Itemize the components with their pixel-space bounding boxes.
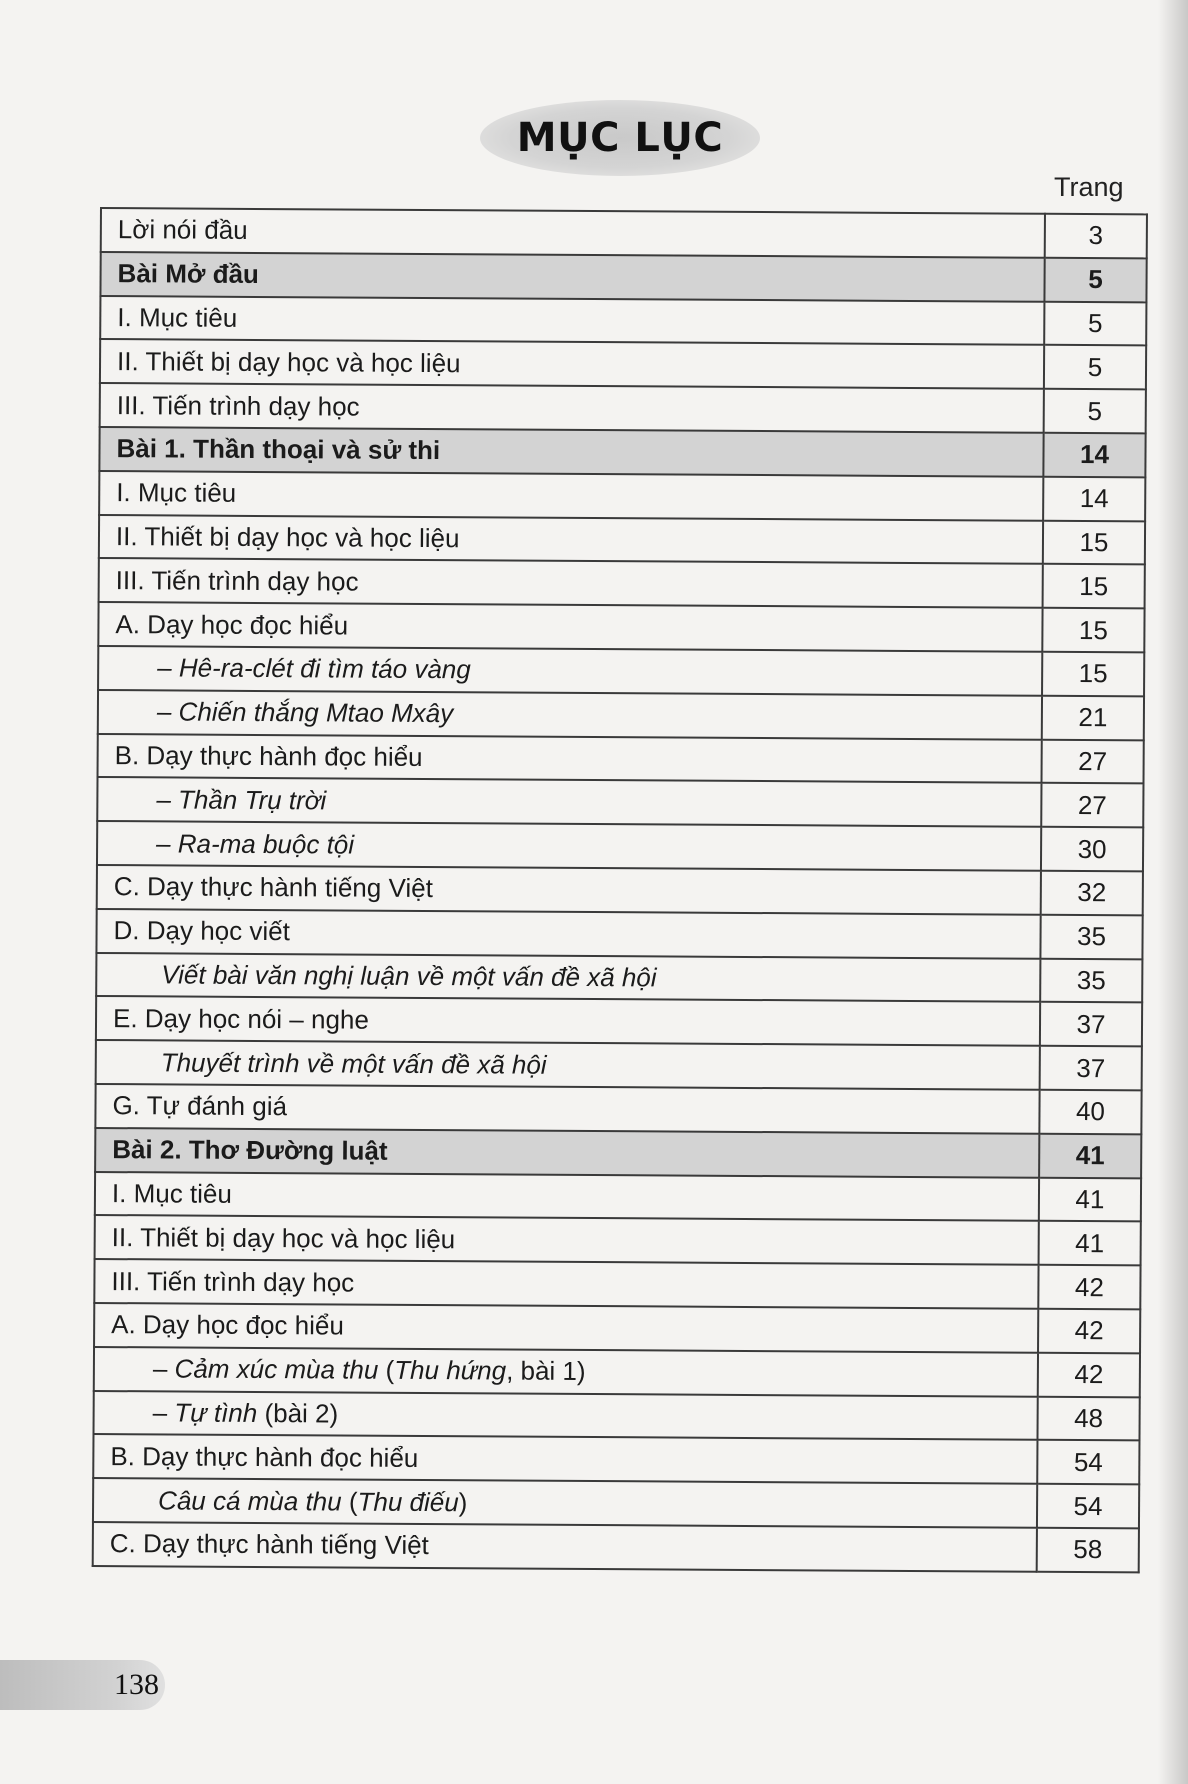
toc-row <box>98 646 1144 696</box>
toc-row <box>99 515 1145 565</box>
table-of-contents <box>92 207 1148 1573</box>
toc-entry-label: Bài Mở đầu <box>100 252 1044 302</box>
toc-entry-page: 5 <box>1044 345 1146 389</box>
toc-entry-label: Thuyết trình về một vấn đề xã hội <box>96 1040 1040 1090</box>
toc-row <box>93 1522 1139 1572</box>
toc-entry-page: 15 <box>1042 652 1144 696</box>
toc-entry-page: 27 <box>1041 783 1143 827</box>
toc-row <box>99 427 1145 477</box>
toc-entry-label: II. Thiết bị dạy học và học liệu <box>99 515 1043 565</box>
toc-entry-page: 42 <box>1038 1352 1140 1396</box>
toc-entry-label-part: , bài 1) <box>506 1355 586 1387</box>
toc-entry-label-part: Cảm xúc mùa thu <box>174 1353 379 1385</box>
toc-row <box>93 1434 1139 1484</box>
toc-row <box>100 383 1146 433</box>
toc-entry-page: 30 <box>1041 827 1143 871</box>
toc-row <box>95 1215 1141 1265</box>
toc-entry-label: B. Dạy thực hành đọc hiểu <box>98 734 1042 784</box>
toc-entry-label <box>94 1390 1038 1440</box>
toc-entry-page: 35 <box>1040 958 1142 1002</box>
toc-row <box>96 996 1142 1046</box>
toc-entry-label-part: – <box>152 1353 175 1384</box>
toc-row <box>97 821 1143 871</box>
toc-entry-page: 21 <box>1042 696 1144 740</box>
toc-entry-label: C. Dạy thực hành tiếng Việt <box>93 1522 1037 1572</box>
toc-entry-label: E. Dạy học nói – nghe <box>96 996 1040 1046</box>
toc-entry-label-part: Câu cá mùa thu <box>158 1484 342 1517</box>
toc-entry-label: III. Tiến trình dạy học <box>94 1259 1038 1309</box>
toc-row <box>100 252 1146 302</box>
page-number: 138 <box>114 1668 159 1701</box>
toc-entry-page: 3 <box>1045 214 1147 258</box>
toc-row <box>97 777 1143 827</box>
toc-entry-label: – Thần Trụ trời <box>97 777 1041 827</box>
toc-entry-page: 35 <box>1040 915 1142 959</box>
toc-entry-label: D. Dạy học viết <box>96 909 1040 959</box>
toc-entry-label <box>93 1478 1037 1528</box>
toc-entry-page: 48 <box>1037 1396 1139 1440</box>
toc-row <box>96 953 1142 1003</box>
toc-row <box>95 1084 1141 1134</box>
toc-entry-label: Viết bài văn nghị luận về một vấn đề xã hội <box>96 953 1040 1003</box>
toc-entry-page: 5 <box>1044 301 1146 345</box>
toc-row <box>96 909 1142 959</box>
toc-entry-label: Lời nói đầu <box>101 208 1045 258</box>
toc-entry-label: B. Dạy thực hành đọc hiểu <box>93 1434 1037 1484</box>
toc-entry-page: 15 <box>1042 608 1144 652</box>
toc-row <box>94 1259 1140 1309</box>
toc-row <box>94 1303 1140 1353</box>
toc-row <box>94 1390 1140 1440</box>
toc-row <box>99 558 1145 608</box>
page-number-tab <box>0 1660 165 1710</box>
toc-entry-label-part: Thu điếu <box>357 1486 459 1517</box>
toc-entry-label-part: ) <box>458 1486 468 1517</box>
toc-entry-label: II. Thiết bị dạy học và học liệu <box>100 339 1044 389</box>
toc-row <box>96 1040 1142 1090</box>
toc-entry-label: Bài 2. Thơ Đường luật <box>95 1128 1039 1178</box>
toc-entry-page: 37 <box>1040 1046 1142 1090</box>
toc-entry-label: C. Dạy thực hành tiếng Việt <box>97 865 1041 915</box>
toc-entry-label: – Hê-ra-clét đi tìm táo vàng <box>98 646 1042 696</box>
toc-row <box>98 690 1144 740</box>
toc-entry-page: 58 <box>1037 1528 1139 1572</box>
page-title: MỤC LỤC <box>516 115 724 161</box>
toc-entry-page: 27 <box>1041 739 1143 783</box>
toc-entry-label: – Chiến thắng Mtao Mxây <box>98 690 1042 740</box>
toc-entry-page: 15 <box>1043 520 1145 564</box>
toc-entry-label: A. Dạy học đọc hiểu <box>98 602 1042 652</box>
toc-entry-label: I. Mục tiêu <box>100 296 1044 346</box>
toc-row <box>98 602 1144 652</box>
toc-row <box>101 208 1147 258</box>
toc-entry-page: 15 <box>1043 564 1145 608</box>
toc-entry-page: 37 <box>1040 1002 1142 1046</box>
toc-entry-label: I. Mục tiêu <box>95 1172 1039 1222</box>
toc-row <box>95 1172 1141 1222</box>
toc-entry-label-part: Thu hứng <box>394 1354 507 1386</box>
toc-row <box>98 734 1144 784</box>
toc-entry-label-part: ( <box>341 1486 358 1517</box>
toc-entry-page: 32 <box>1041 871 1143 915</box>
toc-entry-page: 14 <box>1043 477 1145 521</box>
page-edge-shadow <box>1158 0 1188 1784</box>
toc-entry-label: II. Thiết bị dạy học và học liệu <box>95 1215 1039 1265</box>
toc-entry-label: I. Mục tiêu <box>99 471 1043 521</box>
toc-entry-label: A. Dạy học đọc hiểu <box>94 1303 1038 1353</box>
toc-entry-label-part: – <box>152 1397 175 1428</box>
title-badge <box>480 100 760 176</box>
toc-entry-page: 42 <box>1038 1265 1140 1309</box>
toc-row <box>97 865 1143 915</box>
page-column-label: Trang <box>1054 172 1124 202</box>
toc-entry-page: 41 <box>1039 1221 1141 1265</box>
toc-entry-page: 41 <box>1039 1133 1141 1177</box>
toc-entry-label-part: ( <box>378 1354 395 1385</box>
toc-row <box>100 296 1146 346</box>
toc-row <box>99 471 1145 521</box>
toc-entry-page: 5 <box>1044 258 1146 302</box>
toc-entry-page: 14 <box>1043 433 1145 477</box>
toc-row <box>93 1478 1139 1528</box>
toc-entry-label-part: Tự tình <box>174 1397 258 1428</box>
toc-entry-label: G. Tự đánh giá <box>95 1084 1039 1134</box>
toc-entry-label: – Ra-ma buộc tội <box>97 821 1041 871</box>
toc-row <box>94 1347 1140 1397</box>
toc-entry-label: Bài 1. Thần thoại và sử thi <box>99 427 1043 477</box>
toc-entry-label <box>94 1347 1038 1397</box>
toc-entry-page: 54 <box>1037 1440 1139 1484</box>
toc-entry-page: 41 <box>1039 1177 1141 1221</box>
toc-row <box>100 339 1146 389</box>
toc-entry-label-part: (bài 2) <box>257 1397 339 1429</box>
toc-entry-label: III. Tiến trình dạy học <box>100 383 1044 433</box>
toc-entry-page: 54 <box>1037 1484 1139 1528</box>
toc-entry-page: 42 <box>1038 1309 1140 1353</box>
toc-row <box>95 1128 1141 1178</box>
toc-entry-page: 40 <box>1039 1090 1141 1134</box>
toc-entry-page: 5 <box>1044 389 1146 433</box>
toc-entry-label: III. Tiến trình dạy học <box>99 558 1043 608</box>
